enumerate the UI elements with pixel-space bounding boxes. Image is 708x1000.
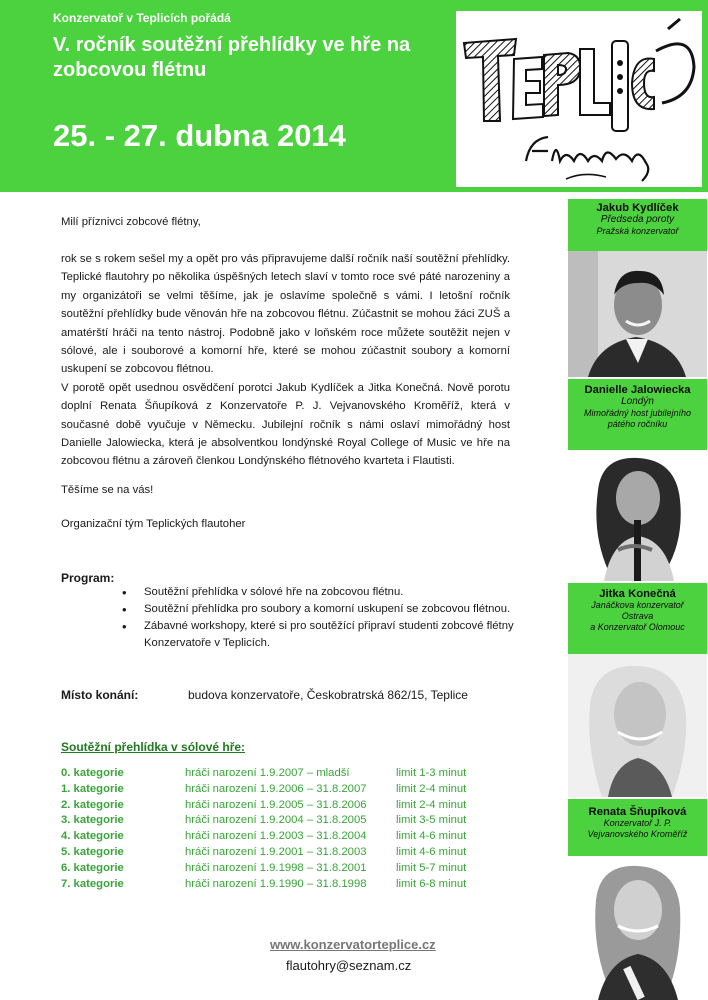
jury-name: Danielle Jalowiecka bbox=[584, 384, 691, 396]
teplicke-flautohry-logo bbox=[456, 11, 702, 187]
category-birth-range: hráči narození 1.9.2006 – 31.8.2007 bbox=[185, 782, 367, 795]
letter-paragraph-2: V porotě opět usednou osvědčení porotci Jakub Kydlíček a Jitka Konečná. Nově porotu doplní Renata Šňupíková z Konzervatoře P. J. Vejvanovského Kroměříž, která v současné době vyučuje v Německu. Jubilejní ročník s námi oslaví mimořádný host Danielle Jalowiecka, která je absolventkou londýnské Royal College of Music ve hře na zobcovou flétnu a zároveň členkou Londýnského flétnového kvarteta i Flautisti. bbox=[61, 381, 510, 468]
letter-closing: Těšíme se na vás! bbox=[61, 484, 154, 496]
category-birth-range: hráči narození 1.9.2001 – 31.8.2003 bbox=[185, 845, 367, 858]
program-label: Program: bbox=[61, 571, 115, 585]
table-row bbox=[61, 845, 491, 861]
jury-photo bbox=[568, 856, 707, 1000]
category-birth-range: hráči narození 1.9.2007 – mladší bbox=[185, 767, 350, 779]
category-time-limit: limit 4-6 minut bbox=[396, 830, 467, 843]
jury-role: Konzervatoř J. P. bbox=[603, 818, 672, 828]
jury-role-detail: Ostrava bbox=[621, 611, 654, 621]
jury-card-header bbox=[568, 379, 707, 450]
jury-photo bbox=[568, 251, 707, 377]
event-title: V. ročník soutěžní přehlídky ve hře na zobcovou flétnu bbox=[53, 34, 411, 81]
category-time-limit: limit 2-4 minut bbox=[396, 782, 467, 795]
jury-role-detail: a Konzervatoř Olomouc bbox=[590, 622, 685, 632]
table-row bbox=[61, 829, 491, 845]
table-row bbox=[61, 798, 491, 814]
jury-name: Renata Šňupíková bbox=[588, 806, 687, 818]
category-time-limit: limit 4-6 minut bbox=[396, 845, 467, 858]
jury-card-header bbox=[568, 799, 707, 856]
category-name: 1. kategorie bbox=[61, 782, 124, 795]
table-row bbox=[61, 861, 491, 877]
table-row bbox=[61, 877, 491, 893]
category-birth-range: hráči narození 1.9.1998 – 31.8.2001 bbox=[185, 861, 367, 874]
category-time-limit: limit 5-7 minut bbox=[396, 861, 467, 874]
letter-signature: Organizační tým Teplických flautoher bbox=[61, 518, 246, 530]
header-banner bbox=[0, 0, 708, 192]
place-label: Místo konání: bbox=[61, 688, 139, 702]
program-item: • Zábavné workshopy, které si pro soutěžící připraví studenti zobcové flétny Konzervatoře v Teplicích. bbox=[122, 618, 562, 652]
category-name: 0. kategorie bbox=[61, 767, 124, 779]
category-name: 3. kategorie bbox=[61, 814, 124, 827]
jury-role-detail: Mimořádný host jubilejního bbox=[583, 408, 692, 418]
jury-name: Jakub Kydlíček bbox=[596, 202, 679, 214]
program-item: • Soutěžní přehlídka pro soubory a komorní uskupení se zobcovou flétnou. bbox=[122, 601, 562, 618]
table-row bbox=[61, 782, 491, 798]
program-item: • Soutěžní přehlídka v sólové hře na zobcovou flétnu. bbox=[122, 584, 562, 601]
category-birth-range: hráči narození 1.9.2005 – 31.8.2006 bbox=[185, 798, 367, 811]
category-birth-range: hráči narození 1.9.2004 – 31.8.2005 bbox=[185, 814, 367, 827]
program-list bbox=[122, 584, 562, 652]
jury-photo bbox=[568, 654, 707, 797]
portrait-woman-icon bbox=[568, 856, 707, 1000]
table-row bbox=[61, 813, 491, 829]
contact-email[interactable]: flautohry@seznam.cz bbox=[286, 958, 412, 973]
organizer-line: Konzervatoř v Teplicích pořádá bbox=[53, 11, 231, 25]
category-name: 2. kategorie bbox=[61, 798, 124, 811]
category-birth-range: hráči narození 1.9.2003 – 31.8.2004 bbox=[185, 830, 367, 843]
website-link[interactable]: www.konzervatorteplice.cz bbox=[270, 937, 436, 952]
letter-body bbox=[61, 250, 510, 471]
category-time-limit: limit 2-4 minut bbox=[396, 798, 467, 811]
jury-role-detail: Pražská konzervatoř bbox=[596, 226, 679, 236]
jury-role-detail: Vejvanovského Kroměříž bbox=[587, 829, 688, 839]
jury-card-header bbox=[568, 583, 707, 654]
category-name: 4. kategorie bbox=[61, 830, 124, 843]
jury-role: Předseda poroty bbox=[600, 214, 675, 225]
jury-card-header bbox=[568, 199, 707, 251]
category-name: 6. kategorie bbox=[61, 861, 124, 874]
category-name: 5. kategorie bbox=[61, 845, 124, 858]
letter-paragraph-1: rok se s rokem sešel my a opět pro vás připravujeme další ročník naší soutěžní přehlídky. Teplické flautohry po několika úspěšných letech slaví v tomto roce své páté narozeniny a my organizátoři se velmi těšíme, jak je oslavíme společně s vámi. I letošní ročník soutěžní přehlídky bude věnován hře na zobcovou flétnu. Zúčastnit se mohou žáci ZUŠ a amatérští hráči na tento nástroj. Podobně jako v loňském roce můžete soutěžit nejen v sólové, ale i souborové a komorní hře, které se mohou zúčastnit soubory a komorní uskupení se zobcovou flétnou. bbox=[61, 253, 510, 376]
letter-greeting: Milí příznivci zobcové flétny, bbox=[61, 216, 201, 228]
table-row bbox=[61, 766, 491, 782]
jury-name: Jitka Konečná bbox=[599, 588, 676, 600]
jury-role: Janáčkova konzervatoř bbox=[591, 600, 684, 610]
category-time-limit: limit 6-8 minut bbox=[396, 877, 467, 890]
category-birth-range: hráči narození 1.9.1990 – 31.8.1998 bbox=[185, 877, 367, 890]
portrait-woman-icon bbox=[568, 450, 707, 581]
event-date: 25. - 27. dubna 2014 bbox=[53, 118, 346, 153]
portrait-man-icon bbox=[568, 251, 707, 377]
place-value: budova konzervatoře, Českobratrská 862/15, Teplice bbox=[188, 688, 468, 702]
solo-heading: Soutěžní přehlídka v sólové hře: bbox=[61, 740, 246, 754]
category-time-limit: limit 1-3 minut bbox=[396, 767, 467, 779]
category-time-limit: limit 3-5 minut bbox=[396, 814, 467, 827]
category-table bbox=[61, 766, 491, 892]
logo-art bbox=[456, 11, 702, 187]
jury-sidebar bbox=[568, 199, 707, 1000]
jury-role: Londýn bbox=[621, 396, 654, 407]
category-name: 7. kategorie bbox=[61, 877, 124, 890]
jury-role-detail: pátého ročníku bbox=[607, 419, 668, 429]
portrait-woman-icon bbox=[568, 654, 707, 797]
jury-photo bbox=[568, 450, 707, 581]
